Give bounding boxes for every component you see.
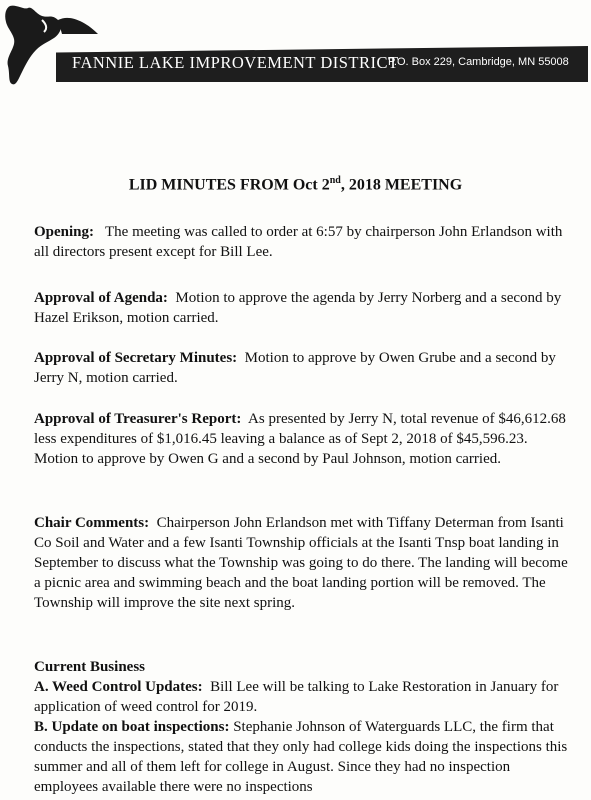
chair-section [34, 513, 570, 613]
boat-inspection-heading: B. Update on boat inspections: [34, 719, 230, 735]
treasurer-heading: Approval of Treasurer's Report: [34, 411, 242, 427]
current-business-section [34, 657, 570, 797]
letterhead [0, 0, 591, 95]
organization-address: P.O. Box 229, Cambridge, MN 55008 [388, 56, 569, 68]
title-suffix: , 2018 MEETING [340, 176, 463, 194]
agenda-section [34, 288, 570, 328]
boat-inspection-item [34, 717, 570, 797]
secretary-heading: Approval of Secretary Minutes: [34, 350, 238, 366]
opening-section [34, 222, 570, 262]
boat-inspection-text: Stephanie Johnson of Waterguards LLC, the firm that conducts the inspections, stated that they only had college kids doing the inspections this summer and all of them left for college in August. Since they had no inspection employees available there were no inspections [34, 719, 568, 795]
agenda-text: Motion to approve the agenda by Jerry Norberg and a second by Hazel Erikson, motion carried. [34, 290, 562, 326]
secretary-section [34, 348, 570, 388]
current-business-heading: Current Business [34, 659, 145, 675]
title-prefix: LID MINUTES FROM Oct 2 [128, 176, 330, 194]
treasurer-text: As presented by Jerry N, total revenue of $46,612.68 less expenditures of $1,016.45 leaving a balance as of Sept 2, 2018 of $45,596.23. Motion to approve by Owen G and a second by Paul Johnson, motion carried. [34, 411, 566, 467]
opening-heading: Opening: [34, 224, 95, 240]
weed-control-item [34, 677, 570, 717]
weed-control-heading: A. Weed Control Updates: [34, 679, 203, 695]
agenda-heading: Approval of Agenda: [34, 290, 168, 306]
treasurer-section [34, 409, 570, 469]
weed-control-text: Bill Lee will be talking to Lake Restoration in January for application of weed control for 2019. [34, 679, 559, 715]
secretary-text: Motion to approve by Owen Grube and a second by Jerry N, motion carried. [34, 350, 556, 386]
opening-text: The meeting was called to order at 6:57 by chairperson John Erlandson with all directors present except for Bill Lee. [34, 224, 563, 260]
organization-name: FANNIE LAKE IMPROVEMENT DISTRICT [72, 53, 399, 72]
chair-heading: Chair Comments: [34, 515, 150, 531]
title-superscript: nd [329, 175, 341, 186]
document-title [0, 175, 591, 194]
chair-text: Chairperson John Erlandson met with Tiffany Determan from Isanti Co Soil and Water and a few Isanti Township officials at the Isanti Tnsp boat landing in September to discuss what the Township was going to do there. The landing will become a picnic area and swimming beach and the boat landing portion will be removed. The Township will improve the site next spring. [34, 515, 568, 611]
